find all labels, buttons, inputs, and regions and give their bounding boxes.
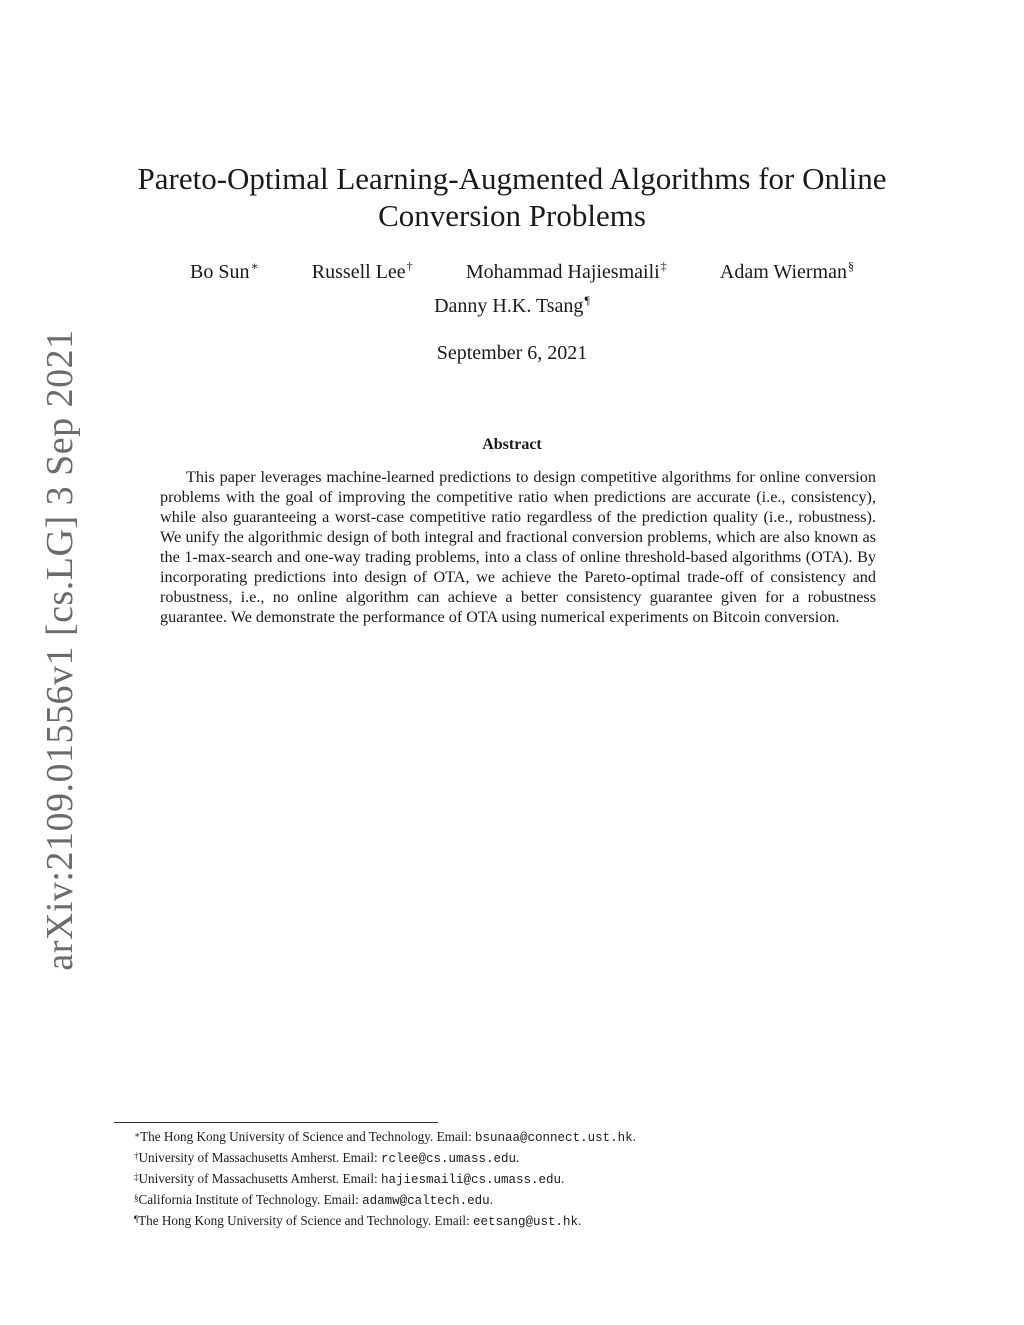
footnote-divider [114, 1122, 438, 1123]
footnote-text: University of Massachusetts Amherst. Email: [138, 1150, 381, 1165]
footnote-text: University of Massachusetts Amherst. Email: [138, 1171, 381, 1186]
author-list-row-2 [0, 295, 1024, 318]
footnote-text: The Hong Kong University of Science and Technology. Email: [138, 1213, 473, 1228]
affiliation-mark: ∗ [250, 259, 259, 273]
email-address: hajiesmaili@cs.umass.edu [380, 1173, 561, 1187]
footnote [134, 1148, 894, 1169]
affiliation-mark: § [848, 259, 854, 273]
abstract-heading: Abstract [482, 436, 542, 453]
arxiv-identifier-stamp: arXiv:2109.01556v1 [cs.LG] 3 Sep 2021 [39, 329, 81, 971]
footnote [134, 1169, 894, 1190]
author-name: Bo Sun [190, 261, 250, 283]
publication-date: September 6, 2021 [436, 342, 588, 364]
email-address: bsunaa@connect.ust.hk [475, 1131, 633, 1145]
footnote-text: The Hong Kong University of Science and Technology. Email: [140, 1129, 476, 1144]
author-name: Russell Lee [311, 261, 406, 283]
footnote-period: . [516, 1150, 520, 1165]
footnote-period: . [489, 1192, 493, 1207]
footnote-period: . [561, 1171, 565, 1186]
email-address: eetsang@ust.hk [473, 1215, 579, 1229]
author [434, 295, 590, 317]
footnote-mark: ¶ [134, 1214, 139, 1224]
footnote [134, 1190, 894, 1211]
abstract-body: This paper leverages machine-learned predictions to design competitive algorithms for online conversion problems with the goal of improving the competitive ratio when predictions are accurate (i.e., consistency), while also guaranteeing a worst-case competitive ratio regardless of the prediction quality (i.e., robustness). We unify the algorithmic design of both integral and fractional conversion problems, which are also known as the 1-max-search and one-way trading problems, into a class of online threshold-based algorithms (OTA). By incorporating predictions into design of OTA, we achieve the Pareto-optimal trade-off of consistency and robustness, i.e., no online algorithm can achieve a better consistency guarantee given for a robustness guarantee. We demonstrate the performance of OTA using numerical experiments on Bitcoin conversion. [160, 468, 876, 626]
author-name: Adam Wierman [719, 261, 847, 283]
author [720, 261, 854, 284]
affiliation-mark: † [406, 259, 413, 273]
footnotes [134, 1127, 894, 1232]
email-address: rclee@cs.umass.edu [380, 1152, 516, 1166]
author [190, 261, 259, 284]
footnote-mark: ‡ [134, 1172, 139, 1182]
author-name: Danny H.K. Tsang [434, 295, 584, 317]
footnote-mark: ∗ [134, 1130, 141, 1140]
author [466, 261, 667, 284]
affiliation-mark: ¶ [584, 293, 590, 307]
footnote-mark: § [134, 1193, 139, 1203]
author [312, 261, 413, 284]
footnote-text: California Institute of Technology. Email: [138, 1192, 363, 1207]
title-line-1: Pareto-Optimal Learning-Augmented Algorithms for Online [137, 161, 887, 196]
author-name: Mohammad Hajiesmaili [465, 261, 660, 283]
affiliation-mark: ‡ [660, 259, 667, 273]
footnote-mark: † [134, 1151, 139, 1161]
footnote-period: . [632, 1129, 636, 1144]
paper-title [0, 160, 1024, 234]
author-list [190, 261, 854, 284]
footnote [134, 1127, 894, 1148]
title-line-2: Conversion Problems [378, 198, 646, 233]
footnote [134, 1211, 894, 1232]
footnote-period: . [578, 1213, 582, 1228]
email-address: adamw@caltech.edu [362, 1194, 490, 1208]
